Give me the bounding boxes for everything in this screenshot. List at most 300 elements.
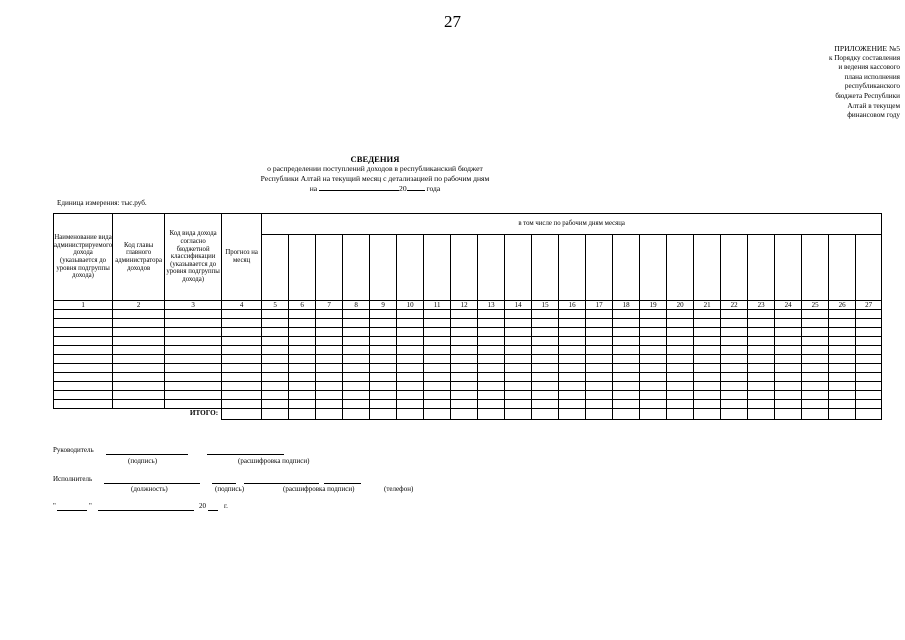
table-cell[interactable]: [424, 355, 451, 364]
table-cell[interactable]: [424, 400, 451, 409]
table-cell[interactable]: [54, 364, 113, 373]
table-cell[interactable]: [222, 310, 262, 319]
table-cell[interactable]: [721, 328, 748, 337]
total-cell[interactable]: [343, 409, 370, 420]
table-cell[interactable]: [505, 346, 532, 355]
table-cell[interactable]: [775, 391, 802, 400]
table-cell[interactable]: [289, 337, 316, 346]
table-cell[interactable]: [559, 364, 586, 373]
table-cell[interactable]: [222, 382, 262, 391]
table-cell[interactable]: [113, 355, 165, 364]
table-cell[interactable]: [370, 400, 397, 409]
table-cell[interactable]: [54, 391, 113, 400]
table-cell[interactable]: [222, 337, 262, 346]
table-cell[interactable]: [613, 391, 640, 400]
table-cell[interactable]: [856, 391, 882, 400]
table-cell[interactable]: [775, 310, 802, 319]
table-cell[interactable]: [424, 328, 451, 337]
total-cell[interactable]: [856, 409, 882, 420]
table-cell[interactable]: [370, 391, 397, 400]
table-cell[interactable]: [586, 391, 613, 400]
table-cell[interactable]: [289, 382, 316, 391]
table-cell[interactable]: [667, 364, 694, 373]
table-cell[interactable]: [559, 400, 586, 409]
table-cell[interactable]: [640, 364, 667, 373]
table-cell[interactable]: [613, 373, 640, 382]
table-cell[interactable]: [586, 373, 613, 382]
table-cell[interactable]: [505, 364, 532, 373]
head-sign-line[interactable]: [106, 446, 188, 455]
total-cell[interactable]: [559, 409, 586, 420]
table-cell[interactable]: [222, 346, 262, 355]
table-cell[interactable]: [289, 328, 316, 337]
table-cell[interactable]: [316, 382, 343, 391]
table-cell[interactable]: [165, 328, 222, 337]
table-cell[interactable]: [721, 310, 748, 319]
table-cell[interactable]: [802, 337, 829, 346]
table-cell[interactable]: [613, 400, 640, 409]
table-cell[interactable]: [748, 400, 775, 409]
table-cell[interactable]: [586, 382, 613, 391]
table-cell[interactable]: [113, 346, 165, 355]
table-cell[interactable]: [613, 355, 640, 364]
table-cell[interactable]: [802, 382, 829, 391]
table-cell[interactable]: [289, 373, 316, 382]
table-cell[interactable]: [559, 310, 586, 319]
table-cell[interactable]: [397, 319, 424, 328]
table-cell[interactable]: [775, 355, 802, 364]
total-cell[interactable]: [640, 409, 667, 420]
table-cell[interactable]: [505, 328, 532, 337]
table-cell[interactable]: [316, 337, 343, 346]
table-cell[interactable]: [694, 373, 721, 382]
date-year-line[interactable]: [208, 502, 218, 511]
table-cell[interactable]: [640, 355, 667, 364]
table-cell[interactable]: [667, 373, 694, 382]
table-cell[interactable]: [586, 337, 613, 346]
table-cell[interactable]: [316, 391, 343, 400]
table-cell[interactable]: [451, 355, 478, 364]
table-cell[interactable]: [532, 310, 559, 319]
total-cell[interactable]: [397, 409, 424, 420]
total-cell[interactable]: [667, 409, 694, 420]
table-cell[interactable]: [856, 337, 882, 346]
table-cell[interactable]: [802, 373, 829, 382]
head-decode-line[interactable]: [207, 446, 284, 455]
table-cell[interactable]: [586, 328, 613, 337]
table-cell[interactable]: [397, 364, 424, 373]
table-cell[interactable]: [113, 400, 165, 409]
table-cell[interactable]: [397, 382, 424, 391]
table-cell[interactable]: [165, 382, 222, 391]
table-cell[interactable]: [397, 328, 424, 337]
table-cell[interactable]: [370, 355, 397, 364]
table-cell[interactable]: [559, 346, 586, 355]
table-cell[interactable]: [802, 400, 829, 409]
table-cell[interactable]: [748, 337, 775, 346]
total-cell[interactable]: [505, 409, 532, 420]
table-cell[interactable]: [829, 310, 856, 319]
total-cell[interactable]: [424, 409, 451, 420]
table-cell[interactable]: [532, 328, 559, 337]
table-cell[interactable]: [505, 319, 532, 328]
table-cell[interactable]: [694, 337, 721, 346]
table-cell[interactable]: [721, 373, 748, 382]
table-cell[interactable]: [397, 310, 424, 319]
table-cell[interactable]: [775, 373, 802, 382]
table-cell[interactable]: [289, 319, 316, 328]
table-cell[interactable]: [775, 346, 802, 355]
table-cell[interactable]: [559, 328, 586, 337]
table-cell[interactable]: [505, 373, 532, 382]
table-cell[interactable]: [289, 400, 316, 409]
total-cell[interactable]: [613, 409, 640, 420]
table-cell[interactable]: [165, 391, 222, 400]
table-cell[interactable]: [370, 319, 397, 328]
table-cell[interactable]: [165, 400, 222, 409]
table-cell[interactable]: [113, 337, 165, 346]
table-cell[interactable]: [316, 319, 343, 328]
table-cell[interactable]: [478, 391, 505, 400]
table-cell[interactable]: [370, 310, 397, 319]
table-cell[interactable]: [856, 319, 882, 328]
table-cell[interactable]: [262, 319, 289, 328]
table-cell[interactable]: [748, 364, 775, 373]
table-cell[interactable]: [829, 400, 856, 409]
table-cell[interactable]: [829, 364, 856, 373]
table-cell[interactable]: [532, 382, 559, 391]
table-cell[interactable]: [397, 337, 424, 346]
table-cell[interactable]: [424, 346, 451, 355]
table-cell[interactable]: [397, 346, 424, 355]
table-cell[interactable]: [748, 373, 775, 382]
table-cell[interactable]: [667, 346, 694, 355]
table-cell[interactable]: [165, 310, 222, 319]
total-cell[interactable]: [289, 409, 316, 420]
total-cell[interactable]: [222, 409, 262, 420]
table-cell[interactable]: [113, 319, 165, 328]
table-cell[interactable]: [586, 355, 613, 364]
table-cell[interactable]: [370, 382, 397, 391]
table-cell[interactable]: [586, 400, 613, 409]
table-cell[interactable]: [54, 382, 113, 391]
table-cell[interactable]: [694, 364, 721, 373]
table-cell[interactable]: [613, 310, 640, 319]
total-cell[interactable]: [748, 409, 775, 420]
table-cell[interactable]: [856, 346, 882, 355]
table-cell[interactable]: [802, 328, 829, 337]
table-cell[interactable]: [451, 382, 478, 391]
table-cell[interactable]: [424, 319, 451, 328]
table-cell[interactable]: [667, 337, 694, 346]
table-cell[interactable]: [748, 346, 775, 355]
table-cell[interactable]: [829, 382, 856, 391]
table-cell[interactable]: [532, 346, 559, 355]
table-cell[interactable]: [721, 346, 748, 355]
table-cell[interactable]: [532, 364, 559, 373]
table-cell[interactable]: [829, 328, 856, 337]
table-cell[interactable]: [667, 319, 694, 328]
table-cell[interactable]: [222, 400, 262, 409]
table-cell[interactable]: [424, 391, 451, 400]
table-cell[interactable]: [667, 355, 694, 364]
table-cell[interactable]: [222, 319, 262, 328]
total-cell[interactable]: [721, 409, 748, 420]
table-cell[interactable]: [54, 328, 113, 337]
date-day-line[interactable]: [57, 502, 87, 511]
total-cell[interactable]: [586, 409, 613, 420]
table-cell[interactable]: [262, 310, 289, 319]
table-cell[interactable]: [721, 355, 748, 364]
table-cell[interactable]: [54, 319, 113, 328]
table-cell[interactable]: [667, 400, 694, 409]
table-cell[interactable]: [343, 319, 370, 328]
table-cell[interactable]: [113, 382, 165, 391]
table-cell[interactable]: [559, 355, 586, 364]
table-cell[interactable]: [856, 373, 882, 382]
table-cell[interactable]: [748, 310, 775, 319]
table-cell[interactable]: [586, 319, 613, 328]
table-cell[interactable]: [640, 310, 667, 319]
table-cell[interactable]: [532, 373, 559, 382]
table-cell[interactable]: [748, 328, 775, 337]
table-cell[interactable]: [721, 319, 748, 328]
table-cell[interactable]: [165, 319, 222, 328]
date-month-line[interactable]: [98, 502, 194, 511]
table-cell[interactable]: [775, 328, 802, 337]
table-cell[interactable]: [532, 319, 559, 328]
table-cell[interactable]: [316, 373, 343, 382]
table-cell[interactable]: [802, 346, 829, 355]
total-cell[interactable]: [478, 409, 505, 420]
table-cell[interactable]: [694, 391, 721, 400]
table-cell[interactable]: [694, 400, 721, 409]
table-cell[interactable]: [748, 391, 775, 400]
table-cell[interactable]: [165, 355, 222, 364]
table-cell[interactable]: [113, 310, 165, 319]
total-cell[interactable]: [775, 409, 802, 420]
table-cell[interactable]: [559, 373, 586, 382]
table-cell[interactable]: [532, 400, 559, 409]
table-cell[interactable]: [478, 319, 505, 328]
table-cell[interactable]: [748, 382, 775, 391]
table-cell[interactable]: [451, 337, 478, 346]
table-cell[interactable]: [505, 391, 532, 400]
total-cell[interactable]: [829, 409, 856, 420]
table-cell[interactable]: [478, 346, 505, 355]
table-cell[interactable]: [54, 346, 113, 355]
exec-decode-line[interactable]: [244, 475, 319, 484]
table-cell[interactable]: [222, 364, 262, 373]
table-cell[interactable]: [667, 328, 694, 337]
table-cell[interactable]: [289, 364, 316, 373]
table-cell[interactable]: [775, 400, 802, 409]
table-cell[interactable]: [721, 364, 748, 373]
table-cell[interactable]: [694, 310, 721, 319]
table-cell[interactable]: [262, 346, 289, 355]
table-cell[interactable]: [775, 337, 802, 346]
table-cell[interactable]: [613, 319, 640, 328]
table-cell[interactable]: [478, 310, 505, 319]
table-cell[interactable]: [316, 355, 343, 364]
table-cell[interactable]: [478, 373, 505, 382]
table-cell[interactable]: [721, 400, 748, 409]
table-cell[interactable]: [316, 310, 343, 319]
table-cell[interactable]: [424, 382, 451, 391]
total-cell[interactable]: [262, 409, 289, 420]
table-cell[interactable]: [54, 355, 113, 364]
table-cell[interactable]: [532, 337, 559, 346]
table-cell[interactable]: [532, 355, 559, 364]
table-cell[interactable]: [262, 337, 289, 346]
table-cell[interactable]: [397, 355, 424, 364]
exec-sign-line[interactable]: [212, 475, 236, 484]
table-cell[interactable]: [289, 355, 316, 364]
table-cell[interactable]: [316, 328, 343, 337]
table-cell[interactable]: [478, 400, 505, 409]
table-cell[interactable]: [640, 391, 667, 400]
table-cell[interactable]: [640, 319, 667, 328]
table-cell[interactable]: [113, 373, 165, 382]
table-cell[interactable]: [370, 337, 397, 346]
table-cell[interactable]: [478, 328, 505, 337]
table-cell[interactable]: [640, 328, 667, 337]
table-cell[interactable]: [289, 391, 316, 400]
table-cell[interactable]: [222, 355, 262, 364]
table-cell[interactable]: [559, 319, 586, 328]
total-cell[interactable]: [694, 409, 721, 420]
table-cell[interactable]: [262, 364, 289, 373]
table-cell[interactable]: [640, 382, 667, 391]
table-cell[interactable]: [667, 382, 694, 391]
table-cell[interactable]: [505, 337, 532, 346]
table-cell[interactable]: [113, 364, 165, 373]
table-cell[interactable]: [721, 382, 748, 391]
table-cell[interactable]: [694, 382, 721, 391]
table-cell[interactable]: [222, 328, 262, 337]
table-cell[interactable]: [856, 328, 882, 337]
table-cell[interactable]: [424, 364, 451, 373]
table-cell[interactable]: [640, 346, 667, 355]
table-cell[interactable]: [505, 355, 532, 364]
table-cell[interactable]: [640, 337, 667, 346]
table-cell[interactable]: [613, 346, 640, 355]
table-cell[interactable]: [829, 391, 856, 400]
table-cell[interactable]: [262, 328, 289, 337]
table-cell[interactable]: [343, 355, 370, 364]
table-cell[interactable]: [222, 373, 262, 382]
table-cell[interactable]: [856, 310, 882, 319]
exec-phone-line[interactable]: [324, 475, 361, 484]
table-cell[interactable]: [829, 355, 856, 364]
table-cell[interactable]: [586, 346, 613, 355]
table-cell[interactable]: [262, 355, 289, 364]
table-cell[interactable]: [775, 319, 802, 328]
table-cell[interactable]: [370, 328, 397, 337]
table-cell[interactable]: [613, 382, 640, 391]
table-cell[interactable]: [721, 337, 748, 346]
table-cell[interactable]: [424, 373, 451, 382]
table-cell[interactable]: [370, 364, 397, 373]
table-cell[interactable]: [478, 364, 505, 373]
table-cell[interactable]: [165, 337, 222, 346]
table-cell[interactable]: [613, 337, 640, 346]
table-cell[interactable]: [775, 364, 802, 373]
table-cell[interactable]: [424, 337, 451, 346]
table-cell[interactable]: [613, 328, 640, 337]
table-cell[interactable]: [289, 346, 316, 355]
total-cell[interactable]: [802, 409, 829, 420]
table-cell[interactable]: [802, 364, 829, 373]
table-cell[interactable]: [505, 382, 532, 391]
table-cell[interactable]: [451, 400, 478, 409]
table-cell[interactable]: [451, 391, 478, 400]
table-cell[interactable]: [856, 364, 882, 373]
table-cell[interactable]: [316, 364, 343, 373]
table-cell[interactable]: [829, 346, 856, 355]
table-cell[interactable]: [165, 364, 222, 373]
table-cell[interactable]: [397, 391, 424, 400]
table-cell[interactable]: [694, 346, 721, 355]
table-cell[interactable]: [113, 328, 165, 337]
table-cell[interactable]: [262, 373, 289, 382]
table-cell[interactable]: [343, 310, 370, 319]
table-cell[interactable]: [559, 391, 586, 400]
total-cell[interactable]: [316, 409, 343, 420]
table-cell[interactable]: [532, 391, 559, 400]
table-cell[interactable]: [343, 337, 370, 346]
table-cell[interactable]: [829, 373, 856, 382]
table-cell[interactable]: [775, 382, 802, 391]
table-cell[interactable]: [289, 310, 316, 319]
table-cell[interactable]: [694, 319, 721, 328]
table-cell[interactable]: [54, 400, 113, 409]
table-cell[interactable]: [54, 373, 113, 382]
table-cell[interactable]: [640, 373, 667, 382]
table-cell[interactable]: [343, 382, 370, 391]
table-cell[interactable]: [667, 391, 694, 400]
total-cell[interactable]: [451, 409, 478, 420]
table-cell[interactable]: [559, 337, 586, 346]
table-cell[interactable]: [451, 319, 478, 328]
table-cell[interactable]: [113, 391, 165, 400]
table-cell[interactable]: [856, 382, 882, 391]
table-cell[interactable]: [316, 346, 343, 355]
table-cell[interactable]: [748, 319, 775, 328]
table-cell[interactable]: [829, 319, 856, 328]
table-cell[interactable]: [667, 310, 694, 319]
table-cell[interactable]: [54, 337, 113, 346]
table-cell[interactable]: [559, 382, 586, 391]
table-cell[interactable]: [451, 364, 478, 373]
table-cell[interactable]: [316, 400, 343, 409]
total-cell[interactable]: [532, 409, 559, 420]
table-cell[interactable]: [343, 328, 370, 337]
table-cell[interactable]: [397, 400, 424, 409]
table-cell[interactable]: [222, 391, 262, 400]
table-cell[interactable]: [694, 355, 721, 364]
table-cell[interactable]: [424, 310, 451, 319]
table-cell[interactable]: [451, 373, 478, 382]
table-cell[interactable]: [802, 319, 829, 328]
table-cell[interactable]: [613, 364, 640, 373]
table-cell[interactable]: [343, 364, 370, 373]
table-cell[interactable]: [586, 310, 613, 319]
table-cell[interactable]: [262, 382, 289, 391]
table-cell[interactable]: [165, 373, 222, 382]
table-cell[interactable]: [262, 400, 289, 409]
table-cell[interactable]: [370, 346, 397, 355]
